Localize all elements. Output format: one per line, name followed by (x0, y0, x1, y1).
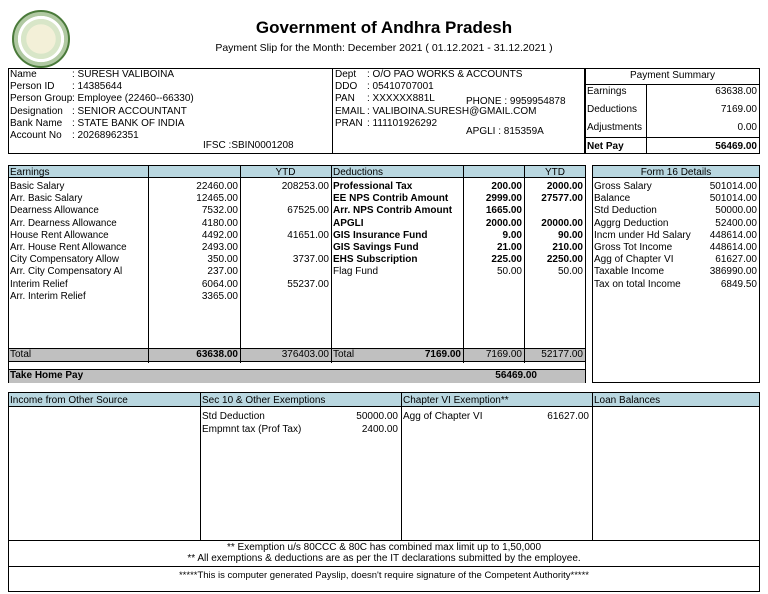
form16-labels: Gross Salary Balance Std Deduction Aggrg Deduction Incm under Hd Salary Gross Tot Income Agg of Chapter VI Taxable Income Tax on total Income (594, 181, 691, 290)
email-address: : VALIBOINA.SURESH@GMAIL.COM (367, 105, 537, 117)
ifsc-code: IFSC :SBIN0001208 (203, 140, 294, 151)
sec10-std-deduction-label: Std Deduction (202, 411, 265, 422)
deduction-labels: Professional Tax EE NPS Contrib Amount Arr. NPS Contrib Amount APGLI GIS Insurance Fund GIS Savings Fund EHS Subscription Flag Fund (333, 181, 453, 278)
person-group: : Employee (22460--66330) (72, 93, 194, 105)
summary-adjustments-value: 0.00 (737, 122, 757, 133)
deductions-header: Deductions (333, 167, 384, 178)
bank-name: : STATE BANK OF INDIA (72, 117, 185, 129)
employee-labels: Name Person ID Person Group Designation Bank Name Account No (10, 69, 73, 141)
form16-header: Form 16 Details (640, 167, 712, 178)
payment-summary-title: Payment Summary (629, 70, 716, 81)
apgli-number: APGLI : 815359A (466, 126, 544, 137)
dept-name: : O/O PAO WORKS & ACCOUNTS (367, 69, 523, 80)
earnings-total: 63638.00 (196, 349, 238, 360)
deductions-total-2: 7169.00 (485, 349, 522, 360)
summary-earnings-label: Earnings (587, 86, 627, 97)
summary-adjustments-label: Adjustments (587, 122, 643, 133)
exemption-note-1: ** Exemption u/s 80CCC & 80C has combined max limit up to 1,50,000 (226, 542, 542, 553)
page-title: Government of Andhra Pradesh (255, 18, 513, 37)
deductions-total-ytd: 52177.00 (541, 349, 583, 360)
loan-balances-header: Loan Balances (594, 395, 661, 406)
take-home-value: 56469.00 (495, 370, 537, 381)
pran-number: : 111101926292 (367, 117, 438, 129)
summary-netpay-label: Net Pay (587, 141, 624, 152)
summary-netpay-value: 56469.00 (715, 141, 757, 152)
take-home-label: Take Home Pay (10, 370, 84, 381)
form16-values: 501014.00 501014.00 50000.00 52400.00 448614.00 448614.00 61627.00 386990.00 6849.50 (709, 181, 757, 290)
page-subtitle: Payment Slip for the Month: December 2021 ( 01.12.2021 - 31.12.2021 ) (215, 42, 553, 54)
other-income-header: Income from Other Source (10, 395, 128, 406)
designation: : SENIOR ACCOUNTANT (72, 105, 187, 117)
account-no: : 20268962351 (72, 129, 139, 141)
chapter6-agg-value: 61627.00 (547, 411, 589, 422)
summary-earnings-value: 63638.00 (715, 86, 757, 97)
sec10-header: Sec 10 & Other Exemptions (202, 395, 326, 406)
deduction-ytd: 2000.00 27577.00 20000.00 90.00 210.00 2250.00 50.00 (541, 181, 583, 278)
earnings-ytd: 208253.00 67525.00 41651.00 3737.00 55237.00 (281, 181, 329, 290)
earnings-total-ytd: 376403.00 (281, 349, 329, 360)
pan-number: : XXXXXX881L (367, 93, 435, 105)
earnings-labels: Basic Salary Arr. Basic Salary Dearness Allowance Arr. Dearness Allowance House Rent Allowance Arr. House Rent Allowance City Compensatory Allow Arr. City Compensatory Al Interim Relief Arr. Interim Relief (10, 181, 127, 302)
sec10-prof-tax-value: 2400.00 (361, 424, 398, 435)
ddo-code: : 05410707001 (367, 81, 434, 93)
chapter6-header: Chapter VI Exemption** (403, 395, 509, 406)
summary-deductions-value: 7169.00 (720, 104, 757, 115)
phone-number: PHONE : 9959954878 (466, 96, 566, 107)
deductions-ytd-header: YTD (545, 167, 565, 178)
earnings-ytd-header: YTD (275, 167, 296, 178)
employee-name: : SURESH VALIBOINA (72, 69, 175, 80)
exemption-note-2: ** All exemptions & deductions are as per the IT declarations submitted by the employee. (187, 553, 581, 564)
deduction-amounts: 200.00 2999.00 1665.00 2000.00 9.00 21.00 225.00 50.00 (485, 181, 522, 278)
deductions-total-label: Total (333, 349, 355, 360)
sec10-prof-tax-label: Empmnt tax (Prof Tax) (202, 424, 302, 435)
earnings-header: Earnings (10, 167, 50, 178)
footer-note: *****This is computer generated Payslip, doesn't require signature of the Competent Authority***** (178, 570, 590, 581)
person-id: : 14385644 (72, 81, 123, 93)
chapter6-agg-label: Agg of Chapter VI (403, 411, 483, 422)
sec10-std-deduction-value: 50000.00 (356, 411, 398, 422)
deductions-total: 7169.00 (424, 349, 461, 360)
employee-values (72, 69, 322, 142)
dept-labels: Dept DDO PAN EMAIL PRAN (335, 69, 366, 129)
summary-deductions-label: Deductions (587, 104, 638, 115)
earnings-amounts: 22460.00 12465.00 7532.00 4180.00 4492.00 2493.00 350.00 237.00 6064.00 3365.00 (196, 181, 238, 302)
earnings-total-label: Total (10, 349, 32, 360)
